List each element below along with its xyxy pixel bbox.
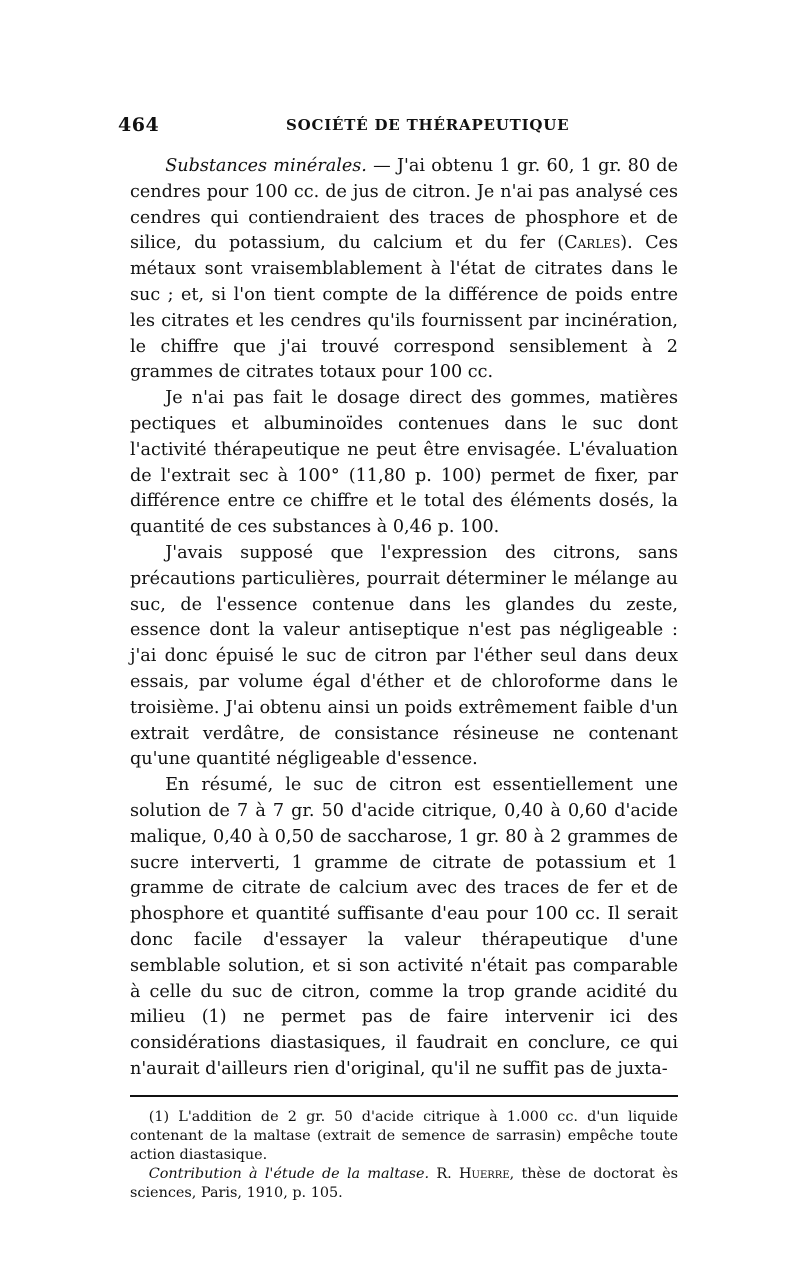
paragraph-1 [130,154,678,386]
paragraph-text-continued: ). Ces métaux sont vraisemblablement à l'état de citrates dans le suc ; et, si l'on tient compte de la différence de poids entre les citrates et les cendres qu'ils fournissent par incinération, le chiffre que j'ai trouvé correspond sensiblement à 2 grammes de citrates totaux pour 100 cc. [130,233,679,383]
paragraph-4: En résumé, le suc de citron est essentiellement une solution de 7 à 7 gr. 50 d'acide citrique, 0,40 à 0,60 d'acide malique, 0,40 à 0,50 de saccharose, 1 gr. 80 à 2 grammes de sucre interverti, 1 gramme de citrate de potassium et 1 gramme de citrate de calcium avec des traces de fer et de phosphore et quantité suffisante d'eau pour 100 cc. Il serait donc facile d'essayer la valeur thérapeutique d'une semblable solution, et si son activité n'était pas comparable à celle du suc de citron, comme la trop grande acidité du milieu (1) ne permet pas de faire intervenir ici des considérations diastasiques, il faudrait en conclure, ce qui n'aurait d'ailleurs rien d'original, qu'il ne suffit pas de juxta- [130,775,678,1079]
footnote-author: R. Huerre, [429,1166,515,1182]
footnote-2 [130,1165,678,1203]
paragraph-3: J'avais supposé que l'expression des citrons, sans précautions particulières, pourrait déterminer le mélange au suc, de l'essence contenue dans les glandes du zeste, essence dont la valeur antiseptique n'est pas négligeable : j'ai donc épuisé le suc de citron par l'éther seul dans deux essais, par volume égal d'éther et de chloroforme dans le troisième. J'ai obtenu ainsi un poids extrêmement faible d'un extrait verdâtre, de consistance résineuse ne contenant qu'une quantité négligeable d'essence. [130,542,678,770]
footnote-title: Contribution à l'étude de la maltase. [148,1166,430,1182]
running-head: SOCIÉTÉ DE THÉRAPEUTIQUE [286,116,570,134]
author-name: Carles [564,233,621,254]
paragraph-2: Je n'ai pas fait le dosage direct des gommes, matières pectiques et albuminoïdes contenues dans le suc dont l'activité thérapeutique ne peut être envisagée. L'évaluation de l'extrait sec à 100° (11,80 p. 100) permet de fixer, par différence entre ce chiffre et le total des éléments dosés, la quantité de ces substances à 0,46 p. 100. [130,388,678,538]
page-number: 464 [118,114,160,136]
footnote-divider [130,1095,678,1097]
paragraph-lead-in: Substances minérales. [165,156,367,176]
footnotes [130,1108,678,1203]
paragraph-text: — J'ai obtenu 1 gr. 60, 1 gr. 80 de cendres pour 100 cc. de jus de citron. Je n'ai pas analysé ces cendres qui contiendraient des traces de phosphore et de silice, du potassium, du calcium et du fer ( [130,156,678,254]
body-text [130,154,678,1083]
footnote-1: (1) L'addition de 2 gr. 50 d'acide citrique à 1.000 cc. d'un liquide contenant de la maltase (extrait de semence de sarrasin) empêche toute action diastasique. [130,1109,678,1163]
footnote-reference: thèse de doctorat ès sciences, Paris, 1910, p. 105. [130,1166,678,1201]
page-header [118,114,678,138]
